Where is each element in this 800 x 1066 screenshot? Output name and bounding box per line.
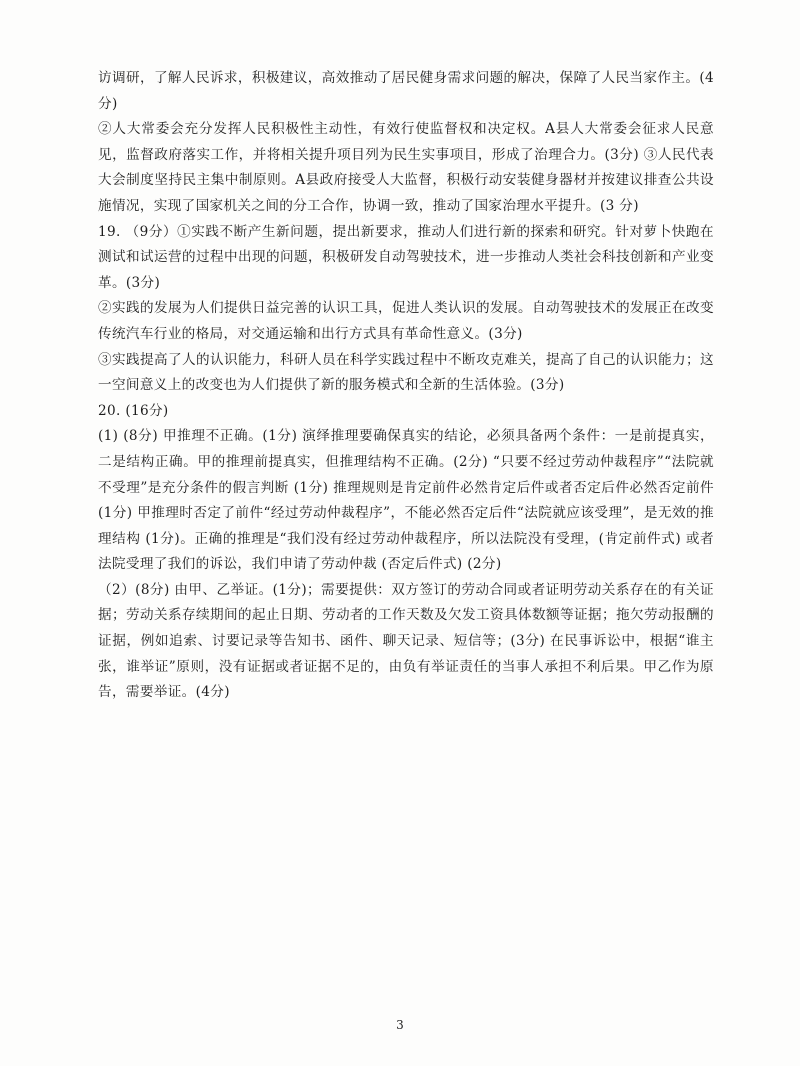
question-20-heading: 20. (16分) xyxy=(98,402,169,419)
paragraph-19-point-1: 19. （9分）①实践不断产生新问题，提出新要求，推动人们进行新的探索和研究。针对萝卜快跑在测试和试运营的过程中出现的问题，积极研发自动驾驶技术，进一步推动人类社会科技创新和产业变革。(3分) xyxy=(98,223,714,291)
paragraph-19-point-3: ③实践提高了人的认识能力，科研人员在科学实践过程中不断攻克难关，提高了自己的认识能力；这一空间意义上的改变也为人们提供了新的服务模式和全新的生活体验。(3分) xyxy=(98,351,714,394)
paragraph-18-point-2-3: ②人大常委会充分发挥人民积极性主动性，有效行使监督权和决定权。A县人大常委会征求人民意见，监督政府落实工作，并将相关提升项目列为民生实事项目，形成了治理合力。(3分) ③人民代表大会制度坚持民主集中制原则。A县政府接受人大监督，积极行动安装健身器材并按建议排查公共设施情况，实现了国家机关之间的分工合作，协调一致，推动了国家治理水平提升。(3 分) xyxy=(98,121,714,214)
answer-text xyxy=(98,66,714,706)
paragraph-19-point-2: ②实践的发展为人们提供日益完善的认识工具，促进人类认识的发展。自动驾驶技术的发展正在改变传统汽车行业的格局，对交通运输和出行方式具有革命性意义。(3分) xyxy=(98,300,714,342)
paragraph-20-part-1: (1) (8分) 甲推理不正确。(1分) 演绎推理要确保真实的结论，必须具备两个条件：一是前提真实，二是结构正确。甲的推理前提真实，但推理结构不正确。(2分) “只要不经过劳动仲裁程序”“法院就不受理”是充分条件的假言判断 (1分) 推理规则是肯定前件必然肯定后件或者否定后件必然否定前件 (1分) 甲推理时否定了前件“经过劳动仲裁程序”，不能必然否定后件“法院就应该受理”，是无效的推理结构 (1分)。正确的推理是“我们没有经过劳动仲裁程序，所以法院没有受理，(肯定前件式) 或者法院受理了我们的诉讼，我们申请了劳动仲裁 (否定后件式) (2分) xyxy=(98,428,714,573)
page-number: 3 xyxy=(396,1018,404,1032)
paragraph-18-continued: 访调研，了解人民诉求，积极建议，高效推动了居民健身需求问题的解决，保障了人民当家作主。(4分) xyxy=(98,70,714,112)
paragraph-20-part-2: （2）(8分) 由甲、乙举证。(1分)；需要提供：双方签订的劳动合同或者证明劳动关系存在的有关证据；劳动关系存续期间的起止日期、劳动者的工作天数及欠发工资具体数额等证据；拖欠劳动报酬的证据，例如追索、讨要记录等告知书、函件、聊天记录、短信等；(3分) 在民事诉讼中，根据“谁主张，谁举证”原则，没有证据或者证据不足的，由负有举证责任的当事人承担不利后果。甲乙作为原告，需要举证。(4分) xyxy=(98,581,714,701)
